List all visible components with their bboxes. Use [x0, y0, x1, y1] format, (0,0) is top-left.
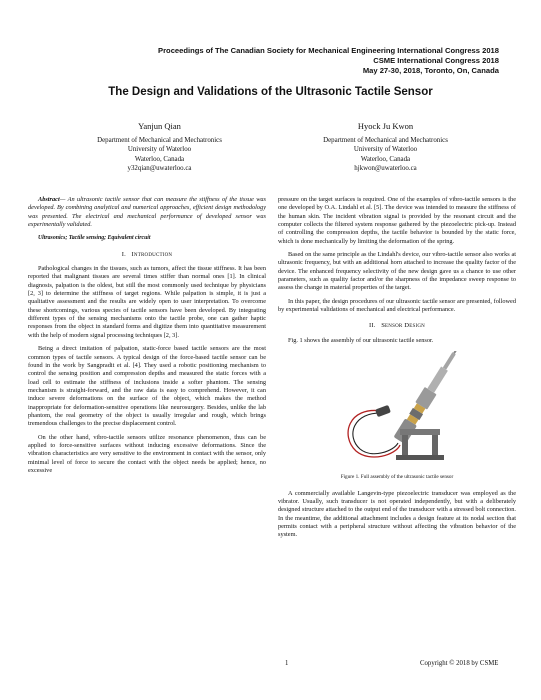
author-email: hjkwon@uwaterloo.ca [354, 165, 417, 173]
sensor-assembly-photo [278, 351, 516, 469]
paragraph: Based on the same principle as the Lindahl's device, our vibro-tactile sensor also works at ultrasonic frequency, but with an additional horn attached to increase the quality factor of the device. The enhanced frequency selectivity of the new design gave us a chance to use other parameters, such as quality factor and/or the sharpness of the impedance sweep response to assess the change in material properties of the target. [278, 251, 516, 292]
author-block-2 [278, 122, 493, 174]
conference-header [79, 46, 499, 77]
left-column [28, 196, 266, 480]
copyright-notice: Copyright © 2018 by CSME [420, 660, 499, 667]
abstract [28, 196, 266, 229]
section-title: Sensor Design [381, 322, 425, 330]
author-block-1 [52, 122, 267, 174]
section-title: Introduction [131, 250, 173, 258]
author-univ: University of Waterloo [127, 146, 192, 154]
section-number: II. [369, 322, 376, 330]
paragraph: Pathological changes in the tissues, such as tumors, affect the tissue stiffness. It has been reported that malignant tissues are several times stiffer than normal ones [1]. In clinical diagnosis, palpation is the oldest, but still the most commonly used technique by physicians [2, 3] to determine the stiffness of target regions. While palpation is simple, it is just a qualitative assessment and the results are widely open to user interpretation. To overcome these shortcomings, various species of tactile sensors have been developed. By integrating different types of the sensing mechanisms onto the tactile probe, one can gather haptic responses from the object in standard forms and digitize them into quantitative measurement with the help of modern signal processing techniques [2, 3]. [28, 265, 266, 339]
figure-sensor-assembly [278, 351, 516, 469]
paragraph: pressure on the target surfaces is required. One of the examples of vibro-tactile sensors is the one developed by O.A. Lindahl et al. [5]. The device was intended to measure the stiffness of the human skin. The incident vibration signal is provided by the resonant circuit and the computer collects the filtered system response gathered by the piezoelectric pick-up. Instead of controlling the compression depths, the tactile behavior is bounded by the static force, which is done mechanically by limiting the deformation of the spring. [278, 196, 516, 245]
author-city: Waterloo, Canada [360, 155, 411, 163]
abstract-label: Abstract [38, 196, 60, 203]
paper-title: The Design and Validations of the Ultrasonic Tactile Sensor [108, 86, 433, 98]
page-number: 1 [285, 660, 289, 667]
right-column [278, 196, 516, 545]
author-dept: Department of Mechanical and Mechatronics [323, 136, 448, 144]
section-number: I. [121, 250, 126, 258]
paragraph: In this paper, the design procedures of our ultrasonic tactile sensor are presented, followed by experimental validations of mechanical and electrical performance. [278, 297, 516, 314]
paragraph: A commercially available Langevin-type piezoelectric transducer was employed as the vibrator. Usually, such transducer is not operated independently, but with a deliberately designed structure attached to the output end of the transducer with a stressed bolt connection. In the meantime, the additional attachment includes a design feature at its nodal section that permits contact with a peripheral structure without affecting the vibration behavior of the system. [278, 489, 516, 539]
author-email: y32qian@uwaterloo.ca [127, 165, 192, 173]
conference-line-2: CSME International Congress 2018 [373, 56, 499, 66]
section-heading-introduction [28, 251, 266, 259]
section-heading-sensor-design [278, 322, 516, 330]
conference-line-1: Proceedings of The Canadian Society for Mechanical Engineering International Congress 2018 [158, 46, 499, 55]
author-name: Hyock Ju Kwon [357, 121, 414, 131]
author-dept: Department of Mechanical and Mechatronics [97, 136, 222, 144]
paragraph: Fig. 1 shows the assembly of our ultrasonic tactile sensor. [288, 336, 434, 344]
conference-line-3: May 27-30, 2018, Toronto, On, Canada [362, 66, 499, 76]
paragraph: On the other hand, vibro-tactile sensors utilize resonance phenomenon, thus can be applied to force-sensitive surfaces without inducing excessive deformations. Since the vibration characteristics are very sensitive to the environment in contact with the sensor, only minimal level of force to secure the contact with the object needs be applied; hence, no excessive [28, 433, 266, 474]
author-univ: University of Waterloo [353, 146, 418, 154]
paragraph: Being a direct imitation of palpation, static-force based tactile sensors are the most common types of tactile sensors. A typical design of the force-based tactile sensor can be found in the work by Sangpradit et al. [4]. They used a robotic positioning mechanism to control the sensing position and compression depths and measured the static forces with a load cell to estimate the stiffness of inclusions inside a softer phantom. The sensing mechanism is straight-forward, and the raw data is easy to comprehend. However, it can induce severe deformations on the surface of the object, which makes the method inappropriate for deformation-sensitive operations like neurosurgery. Besides, unlike the lab phantom, the real geometry of the object is usually irregular and rough, which brings tremendous challenges to the precise displacement control. [28, 345, 266, 428]
author-name: Yanjun Qian [138, 121, 181, 131]
keywords: Ultrasonics; Tactile sensing; Equivalent circuit [38, 235, 151, 242]
author-city: Waterloo, Canada [134, 155, 185, 163]
abstract-text: — An ultrasonic tactile sensor that can measure the stiffness of the tissue was developed. By combining analytical and numerical approaches, efficient design methodology was presented. The electrical and mechanical performance of developed sensor was experimentally validated. [28, 196, 266, 229]
figure-caption: Figure 1. Full assembly of the ultrasonic tactile sensor [340, 474, 454, 481]
